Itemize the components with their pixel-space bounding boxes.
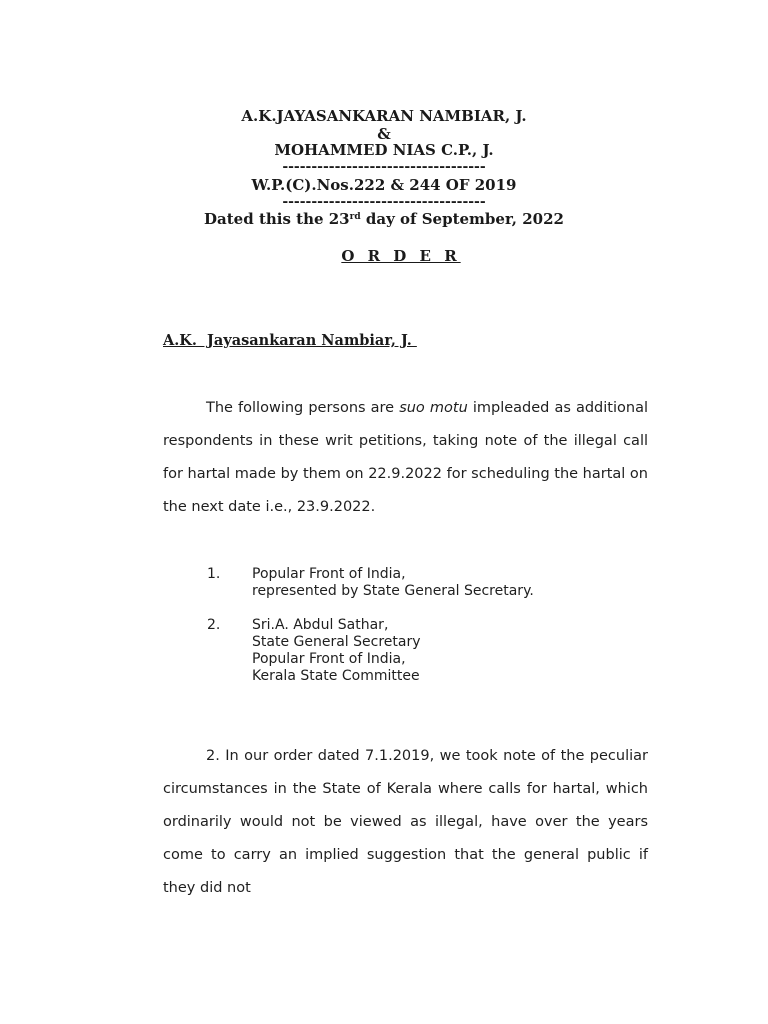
dated-prefix: Dated this the 23 bbox=[204, 210, 350, 228]
judge-heading: A.K. Jayasankaran Nambiar, J. bbox=[163, 332, 417, 349]
para2-text: In our order dated 7.1.2019, we took note of the peculiar circumstances in the State of Kerala where calls for hartal, which ordinarily would not be viewed as illegal, have over the years come to carry an implied suggestion that the general public if they did not bbox=[163, 748, 648, 896]
dated-ordinal: rd bbox=[349, 212, 361, 222]
para1-before: The following persons are bbox=[206, 400, 400, 416]
dated-line bbox=[0, 211, 768, 228]
para1-after: impleaded as additional respondents in these writ petitions, taking note of the illegal call for hartal made by them on 22.9.2022 for scheduling the hartal on the next date i.e., 23.9.2022. bbox=[163, 400, 648, 515]
para1-italic: suo motu bbox=[399, 400, 468, 416]
divider-bottom: ----------------------------------- bbox=[282, 194, 486, 210]
list-item-line: Kerala State Committee bbox=[252, 668, 420, 684]
paragraph-2 bbox=[163, 740, 648, 905]
list-item-number: 1. bbox=[207, 566, 221, 582]
para2-number: 2. bbox=[206, 748, 220, 764]
order-title: O R D E R bbox=[341, 247, 461, 265]
list-item-line: represented by State General Secretary. bbox=[252, 583, 534, 599]
judge-name-2: MOHAMMED NIAS C.P., J. bbox=[274, 141, 494, 159]
list-item-line: State General Secretary bbox=[252, 634, 421, 650]
list-item-line: Popular Front of India, bbox=[252, 651, 406, 667]
list-item-line: Sri.A. Abdul Sathar, bbox=[252, 617, 389, 633]
divider-top: ----------------------------------- bbox=[282, 159, 486, 175]
list-item bbox=[207, 566, 534, 600]
dated-suffix: day of September, 2022 bbox=[360, 210, 564, 228]
judge-name-1: A.K.JAYASANKARAN NAMBIAR, J. bbox=[241, 107, 527, 125]
case-number: W.P.(C).Nos.222 & 244 OF 2019 bbox=[251, 176, 517, 194]
list-item-number: 2. bbox=[207, 617, 221, 633]
respondent-list bbox=[207, 566, 534, 702]
list-item-line: Popular Front of India, bbox=[252, 566, 406, 582]
paragraph-1 bbox=[163, 392, 648, 524]
list-item bbox=[207, 617, 534, 685]
ampersand: & bbox=[377, 125, 391, 143]
